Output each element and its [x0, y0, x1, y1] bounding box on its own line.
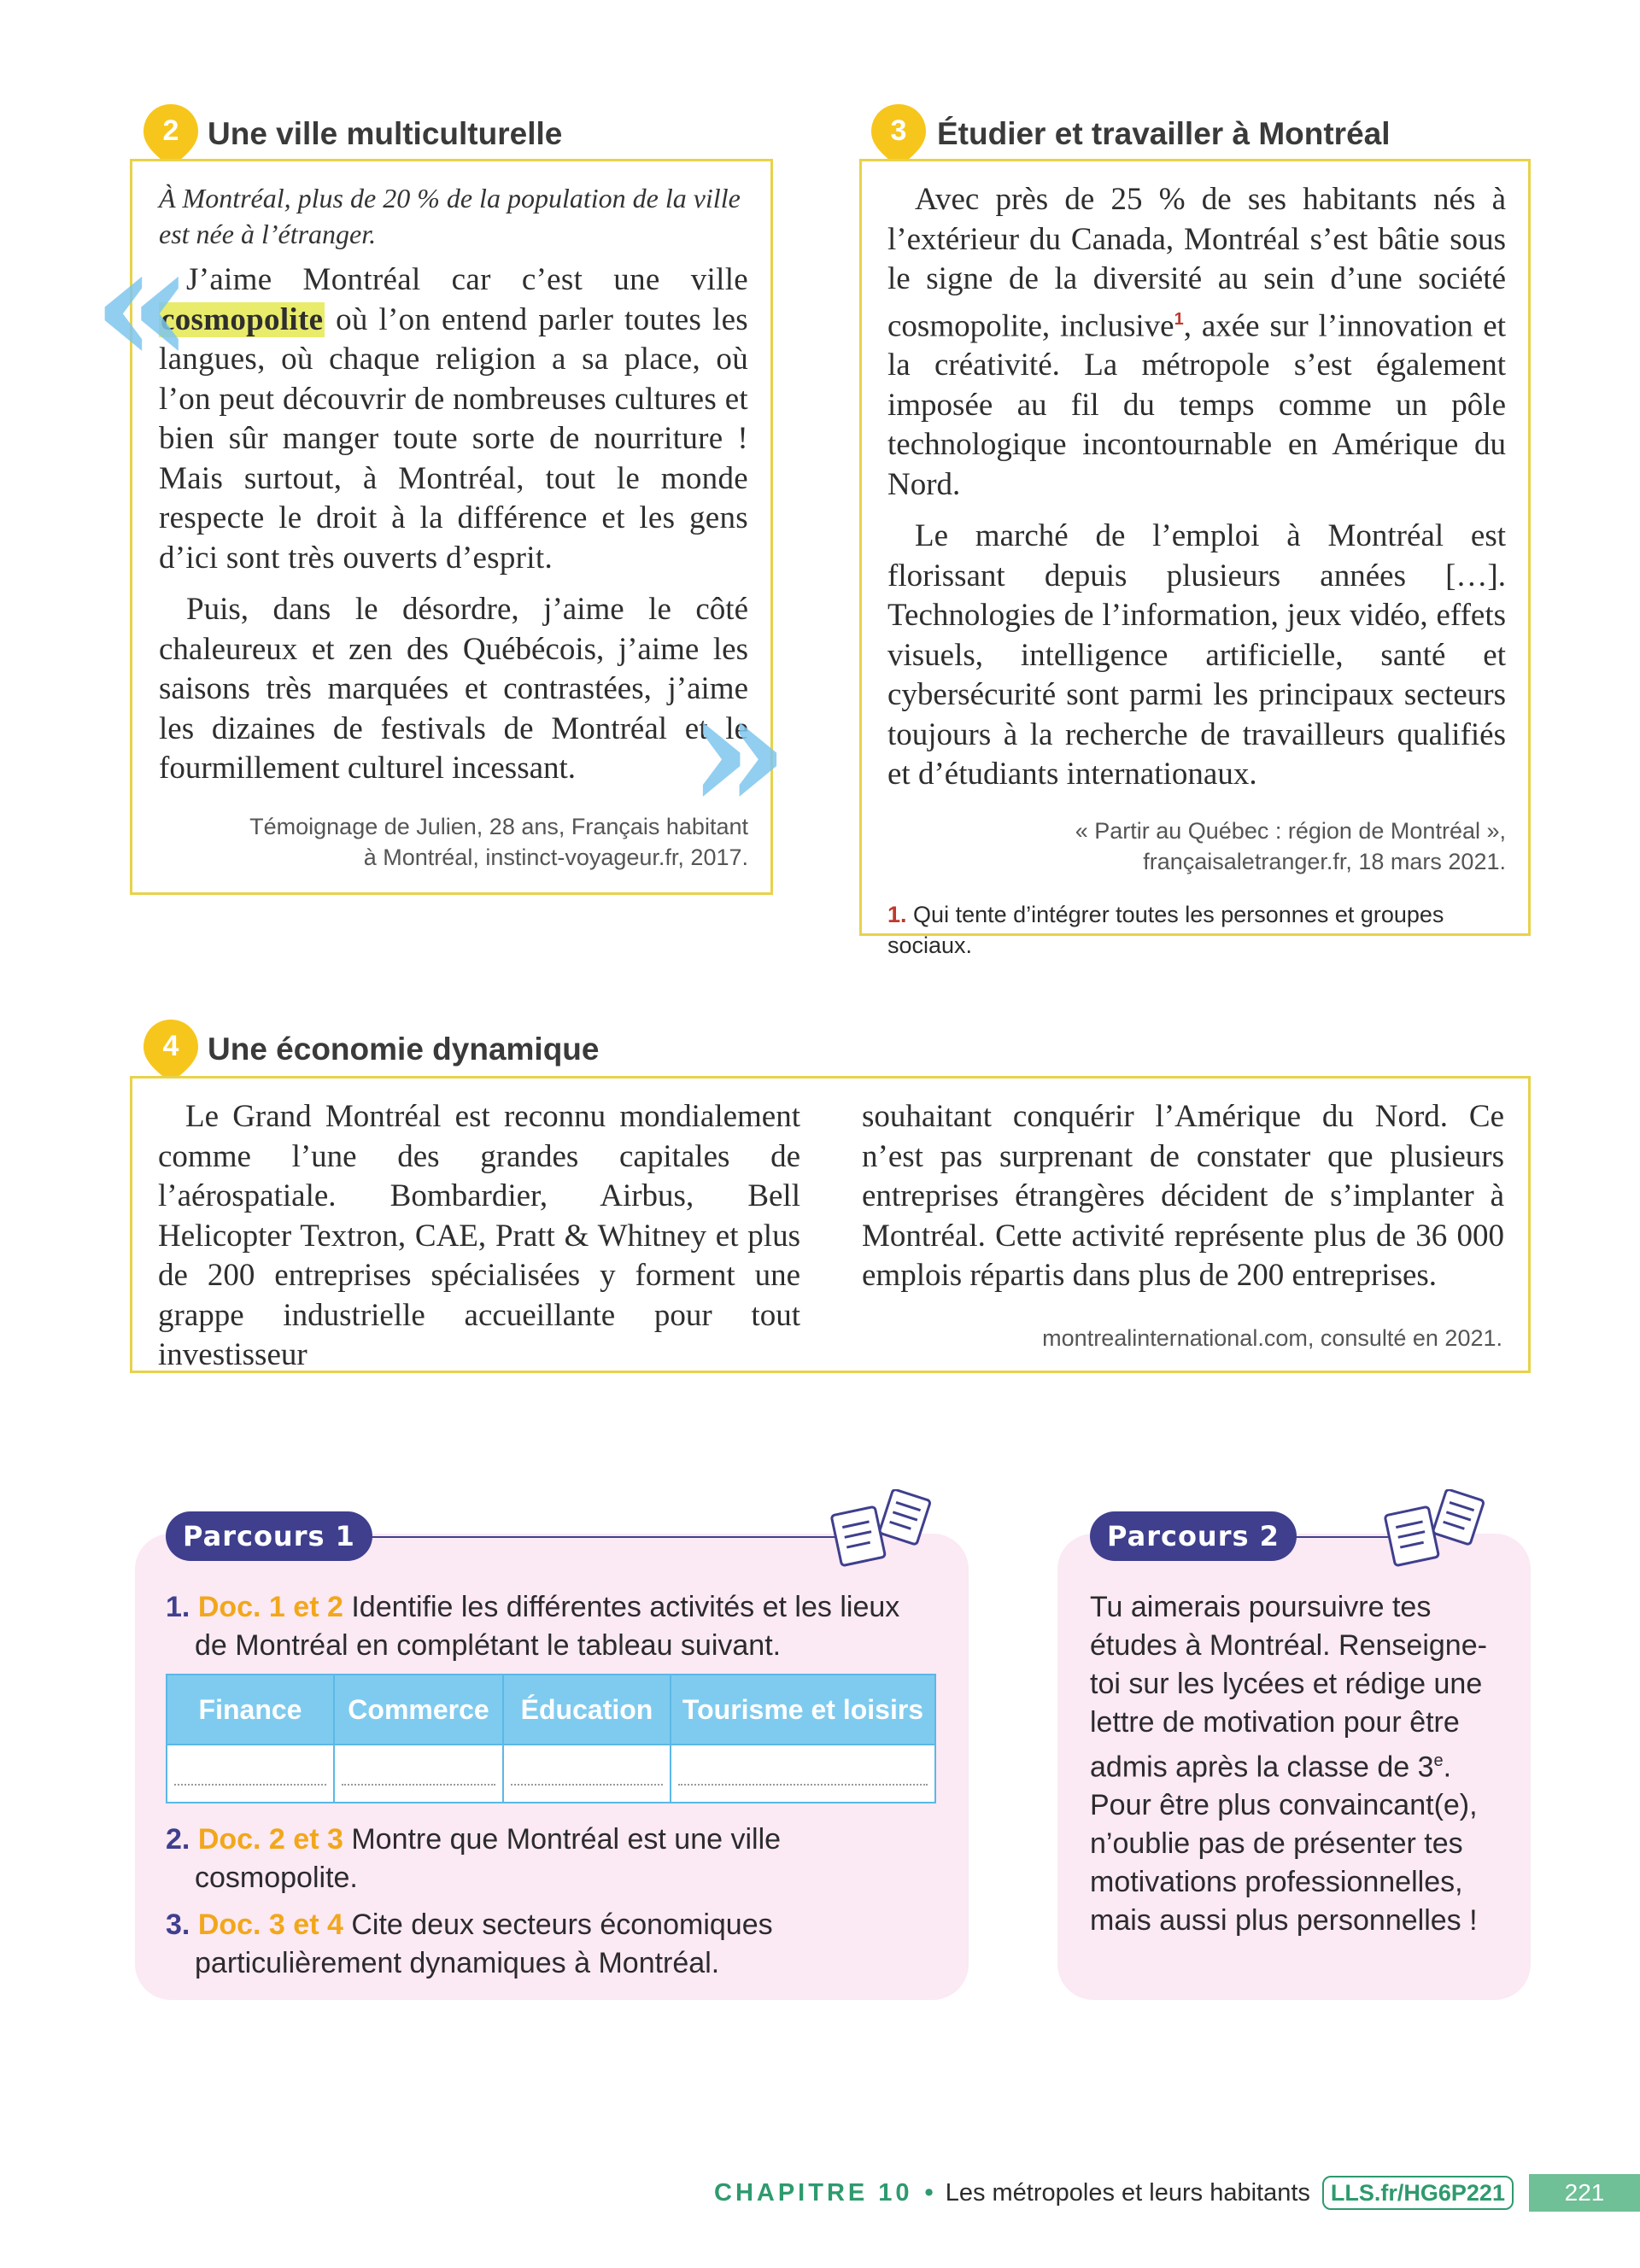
- footer-chapter: CHAPITRE 10: [714, 2178, 913, 2207]
- doc4-title: Une économie dynamique: [208, 1032, 600, 1067]
- doc2-p1-start: J’aime Montréal car c’est une ville: [186, 262, 748, 297]
- doc3-p1-end: , axée sur l’innovation et la créativité. La métropole s’est également imposée au fil du temps comme un pôle technologique incontournable en Amérique du Nord.: [887, 307, 1506, 502]
- doc4-col2: [862, 1097, 1504, 1296]
- doc2-title: Une ville multiculturelle: [208, 116, 563, 151]
- table-cell-finance[interactable]: [167, 1745, 334, 1803]
- table-cell-tourisme[interactable]: [671, 1745, 935, 1803]
- doc4-number-badge: [142, 1018, 200, 1084]
- parcours1-question-3: [166, 1906, 934, 1983]
- footer-link[interactable]: LLS.fr/HG6P221: [1322, 2176, 1514, 2210]
- q3-doc-ref: Doc. 3 et 4: [197, 1909, 343, 1941]
- table-row: [167, 1745, 935, 1803]
- papers-icon: [1382, 1489, 1488, 1571]
- table-cell-commerce[interactable]: [334, 1745, 503, 1803]
- q1-number: 1.: [166, 1591, 190, 1623]
- page-number: 221: [1529, 2174, 1640, 2212]
- parcours1-label: Parcours 1: [166, 1511, 372, 1561]
- col-commerce: Commerce: [334, 1675, 503, 1745]
- footer: [714, 2174, 1514, 2212]
- doc3-footnote: [887, 899, 1506, 961]
- doc2-source-line2: à Montréal, instinct-voyageur.fr, 2017.: [363, 844, 748, 870]
- parcours1-line: [325, 1536, 837, 1538]
- footnote-ref-1: 1: [1174, 309, 1184, 329]
- footer-chapter-title: Les métropoles et leurs habitants: [945, 2178, 1310, 2207]
- open-quote-icon: «: [92, 209, 194, 400]
- papers-icon: [829, 1489, 934, 1571]
- footnote-number: 1.: [887, 901, 907, 927]
- parcours2-sup: e: [1433, 1751, 1444, 1770]
- doc3-p2: Le marché de l’emploi à Montréal est florissant depuis plusieurs années […]. Technologies de l’information, jeux vidéo, effets visuels, intelligence artificielle, santé et cybersécurité sont parmi les principaux secteurs toujours à la recherche de travailleurs qualifiés et d’étudiants internationaux.: [887, 518, 1506, 792]
- doc4-source: montrealinternational.com, consulté en 2021.: [1042, 1325, 1502, 1351]
- doc4-col2-text: souhaitant conquérir l’Amérique du Nord. Ce n’est pas surprenant de constater que plusieurs entreprises étrangères décident de s’implanter à Montréal. Cette activité représente plus de 36 000 emplois répartis dans plus de 200 entreprises.: [862, 1099, 1504, 1293]
- q2-doc-ref: Doc. 2 et 3: [197, 1823, 343, 1856]
- doc2-number: 2: [162, 114, 179, 147]
- q1-text: Identifie les différentes activités et les lieux de Montréal en complétant le tableau suivant.: [195, 1591, 900, 1662]
- parcours1-question-1: [166, 1588, 934, 1665]
- doc4-col1-text: Le Grand Montréal est reconnu mondialement comme l’une des grandes capitales de l’aérospatiale. Bombardier, Airbus, Bell Helicopter Textron, CAE, Pratt & Whitney et plus de 200 entreprises spécialisées y forment une grappe industrielle accueillante pour tout investisseur: [158, 1099, 800, 1372]
- footnote-text: Qui tente d’intégrer toutes les personnes et groupes sociaux.: [887, 901, 1444, 958]
- doc4-number: 4: [162, 1030, 179, 1062]
- doc2-source-line1: Témoignage de Julien, 28 ans, Français habitant: [249, 813, 748, 839]
- col-finance: Finance: [167, 1675, 334, 1745]
- doc2-p2: Puis, dans le désordre, j’aime le côté chaleureux et zen des Québécois, j’aime les saisons très marquées et contrastées, j’aime les dizaines de festivals de Montréal et le fourmillement culturel incessant.: [159, 592, 748, 786]
- cosmopolite-highlight: cosmopolite: [161, 301, 324, 337]
- table-cell-education[interactable]: [503, 1745, 671, 1803]
- doc3-source-line2: françaisaletranger.fr, 18 mars 2021.: [1143, 848, 1506, 874]
- activities-table: [166, 1674, 936, 1803]
- parcours2-text: [1090, 1588, 1500, 1940]
- doc2-intro: À Montréal, plus de 20 % de la population de la ville est née à l’étranger.: [159, 183, 741, 249]
- doc3-p1-start: Avec près de 25 % de ses habitants nés à l’extérieur du Canada, Montréal s’est bâtie sous le signe de la diversité au sein d’une société cosmopolite, inclusive: [887, 182, 1506, 343]
- q2-number: 2.: [166, 1823, 190, 1856]
- close-quote-icon: »: [688, 655, 789, 845]
- doc3-title: Étudier et travailler à Montréal: [937, 116, 1391, 151]
- q2-text: Montre que Montréal est une ville cosmopolite.: [195, 1823, 782, 1894]
- col-tourisme: Tourisme et loisirs: [671, 1675, 935, 1745]
- doc2-text: [159, 260, 748, 789]
- q3-text: Cite deux secteurs économiques particulièrement dynamiques à Montréal.: [195, 1909, 773, 1979]
- doc3-text: [887, 180, 1506, 795]
- doc3-source: [887, 815, 1506, 877]
- doc3-source-line1: « Partir au Québec : région de Montréal »,: [1075, 817, 1506, 844]
- doc4-box: [130, 1076, 1531, 1373]
- doc3-box: [859, 159, 1531, 958]
- q1-doc-ref: Doc. 1 et 2: [197, 1591, 343, 1623]
- q3-number: 3.: [166, 1909, 190, 1941]
- doc2-box: [130, 159, 773, 895]
- col-education: Éducation: [503, 1675, 671, 1745]
- doc2-source: [159, 811, 748, 873]
- parcours2-text-start: Tu aimerais poursuivre tes études à Montréal. Renseigne-toi sur les lycées et rédige une lettre de motivation pour être admis après la classe de 3: [1090, 1591, 1487, 1784]
- parcours2-text-end: . Pour être plus convaincant(e), n’oublie pas de présenter tes motivations professionnelles, mais aussi plus personnelles !: [1090, 1751, 1478, 1938]
- footer-bullet: •: [924, 2178, 934, 2207]
- doc3-number: 3: [890, 114, 907, 147]
- doc2-p1-end: où l’on entend parler toutes les langues, où chaque religion a sa place, où l’on peut découvrir de nombreuses cultures et bien sûr manger toute sorte de nourriture ! Mais surtout, à Montréal, tout le monde respecte le droit à la différence et les gens d’ici sont très ouverts d’esprit.: [159, 301, 748, 576]
- doc4-col1: [158, 1097, 800, 1376]
- parcours2-label: Parcours 2: [1090, 1511, 1297, 1561]
- parcours1-question-2: [166, 1821, 934, 1897]
